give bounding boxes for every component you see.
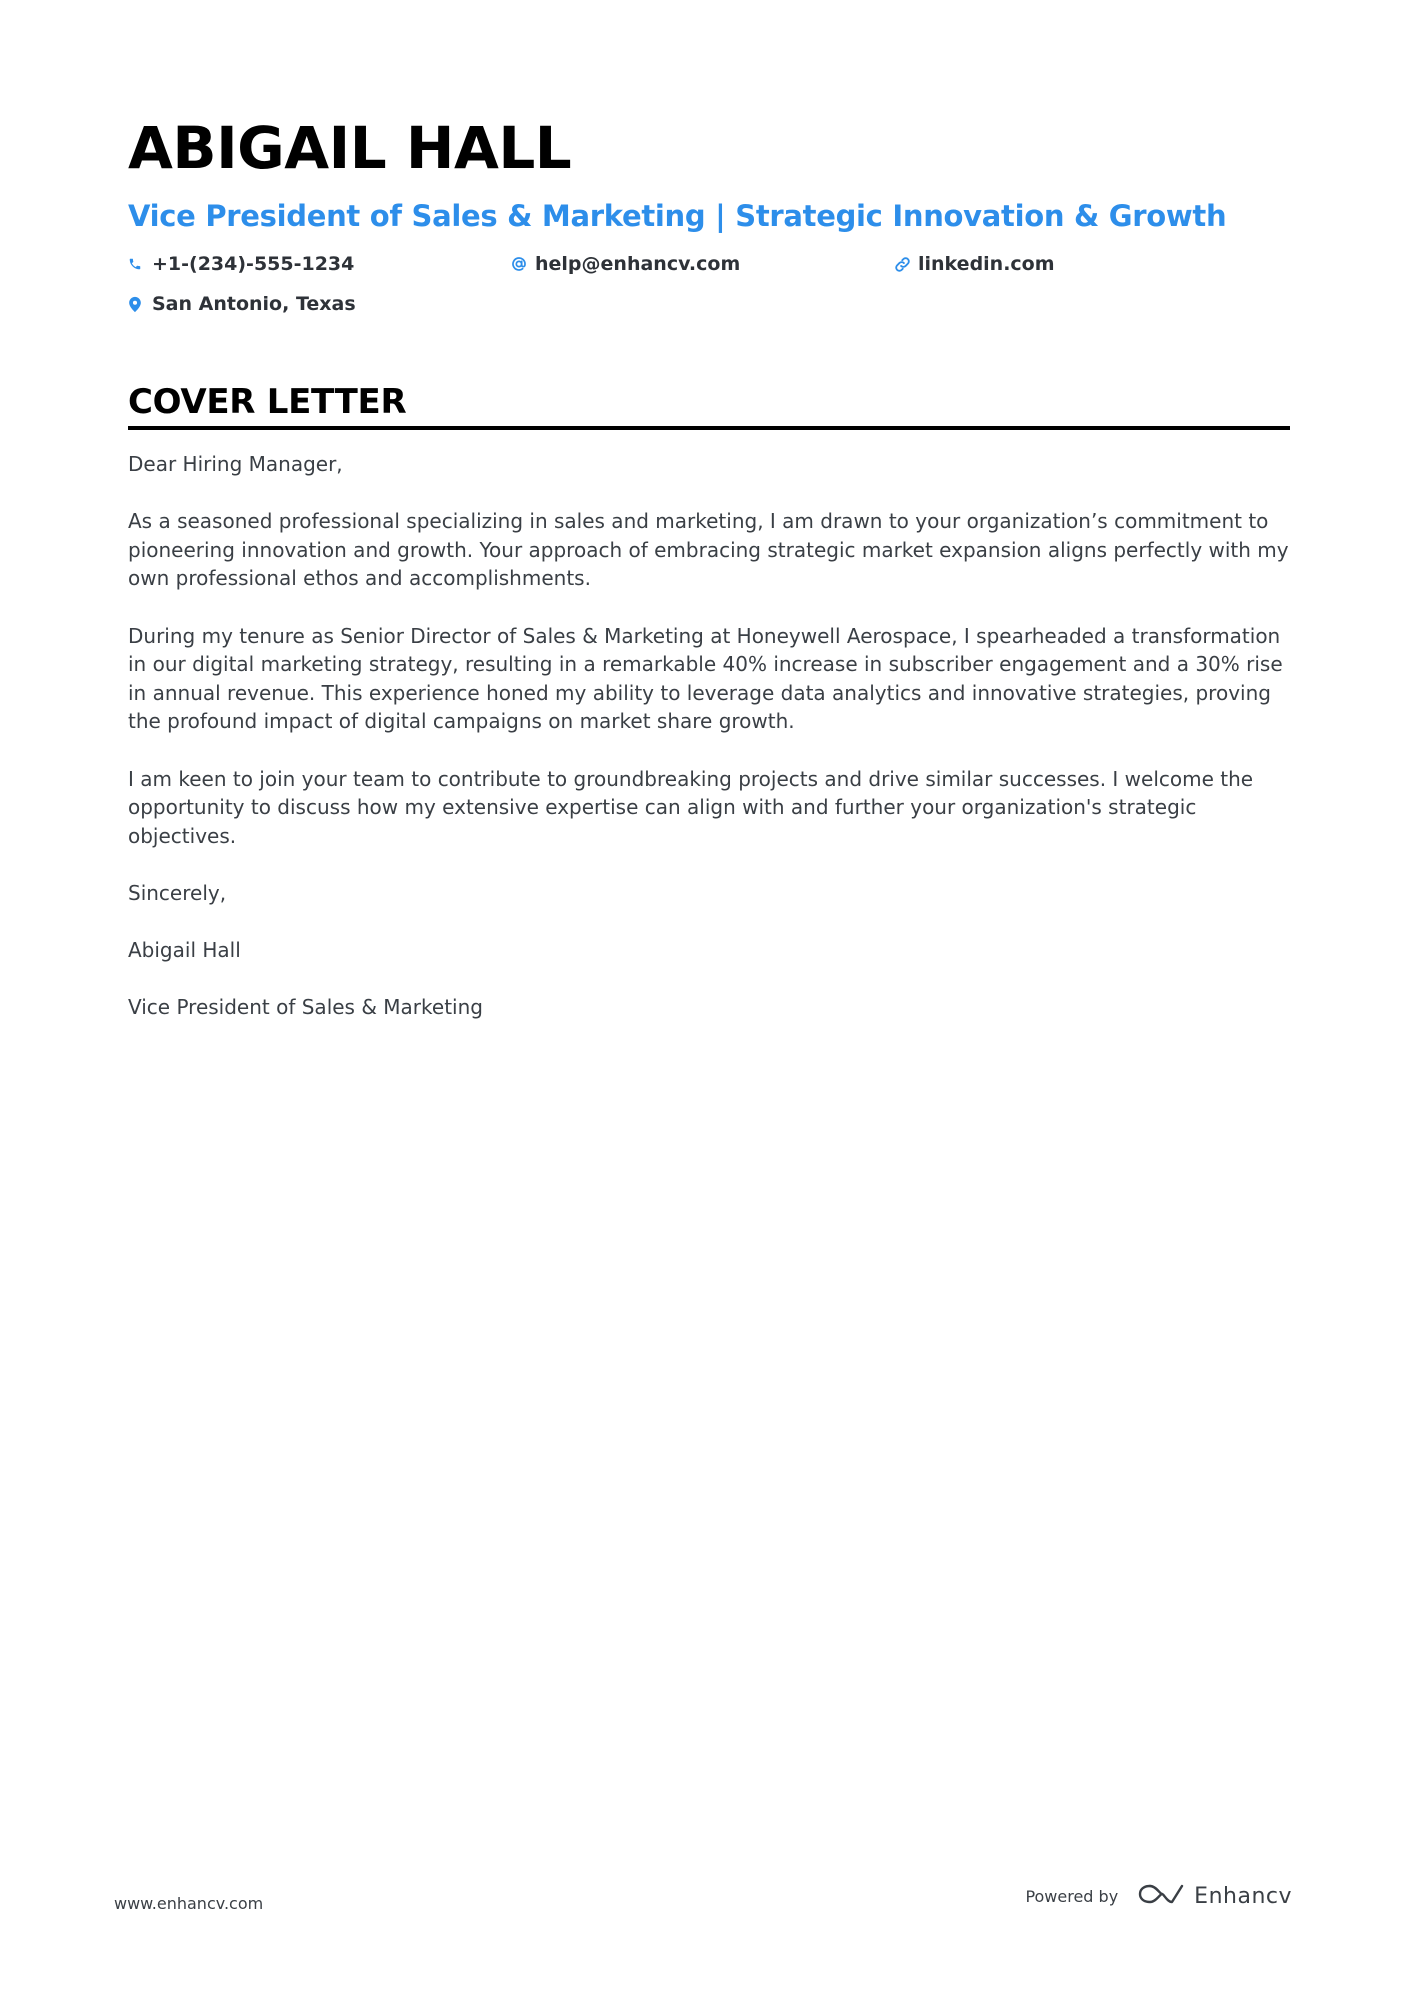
contact-email <box>511 250 894 278</box>
footer-branding <box>1025 1882 1292 1911</box>
enhancv-logo-icon <box>1138 1882 1184 1911</box>
contact-linkedin <box>894 250 1277 278</box>
signature-name: Abigail Hall <box>128 938 241 963</box>
brand-name: Enhancv <box>1194 1884 1292 1909</box>
letter-paragraph: As a seasoned professional specializing in sales and marketing, I am drawn to your organization’s commitment to pioneering innovation and growth. Your approach of embracing strategic market expansion aligns perfectly with my own professional ethos and accomplishments. <box>128 509 1289 591</box>
letter-body <box>128 450 1290 1022</box>
applicant-name: ABIGAIL HALL <box>128 114 572 182</box>
letter-closing: Sincerely, <box>128 880 227 905</box>
location-pin-icon <box>128 293 150 315</box>
contact-location <box>128 290 511 318</box>
letter-paragraph: During my tenure as Senior Director of Sales & Marketing at Honeywell Aerospace, I spearheaded a transformation in our digital marketing strategy, resulting in a remarkable 40% increase in subscriber engagement and a 30% rise in annual revenue. This experience honed my ability to leverage data analytics and innovative strategies, proving the profound impact of digital campaigns on market share growth. <box>128 623 1283 734</box>
contact-phone <box>128 250 511 278</box>
contact-info <box>128 250 1290 318</box>
signature-title: Vice President of Sales & Marketing <box>128 995 483 1020</box>
letter-paragraph: I am keen to join your team to contribute to groundbreaking projects and drive similar successes. I welcome the opportunity to discuss how my extensive expertise can align with and further your organization's strategic objectives. <box>128 766 1254 848</box>
phone-number: +1-(234)-555-1234 <box>152 253 355 275</box>
applicant-title: Vice President of Sales & Marketing | Strategic Innovation & Growth <box>128 199 1227 233</box>
at-icon <box>511 253 533 275</box>
cover-letter-page <box>128 110 1290 1050</box>
cover-letter-heading: COVER LETTER <box>128 380 1290 430</box>
link-icon <box>894 253 916 275</box>
linkedin-url: linkedin.com <box>918 253 1055 275</box>
phone-icon <box>128 253 150 275</box>
footer-website[interactable]: www.enhancv.com <box>114 1894 264 1913</box>
letter-salutation: Dear Hiring Manager, <box>128 452 343 476</box>
powered-by-label: Powered by <box>1025 1887 1119 1906</box>
brand-logo[interactable] <box>1138 1882 1292 1911</box>
location-text: San Antonio, Texas <box>152 293 356 315</box>
email-address: help@enhancv.com <box>535 253 741 275</box>
